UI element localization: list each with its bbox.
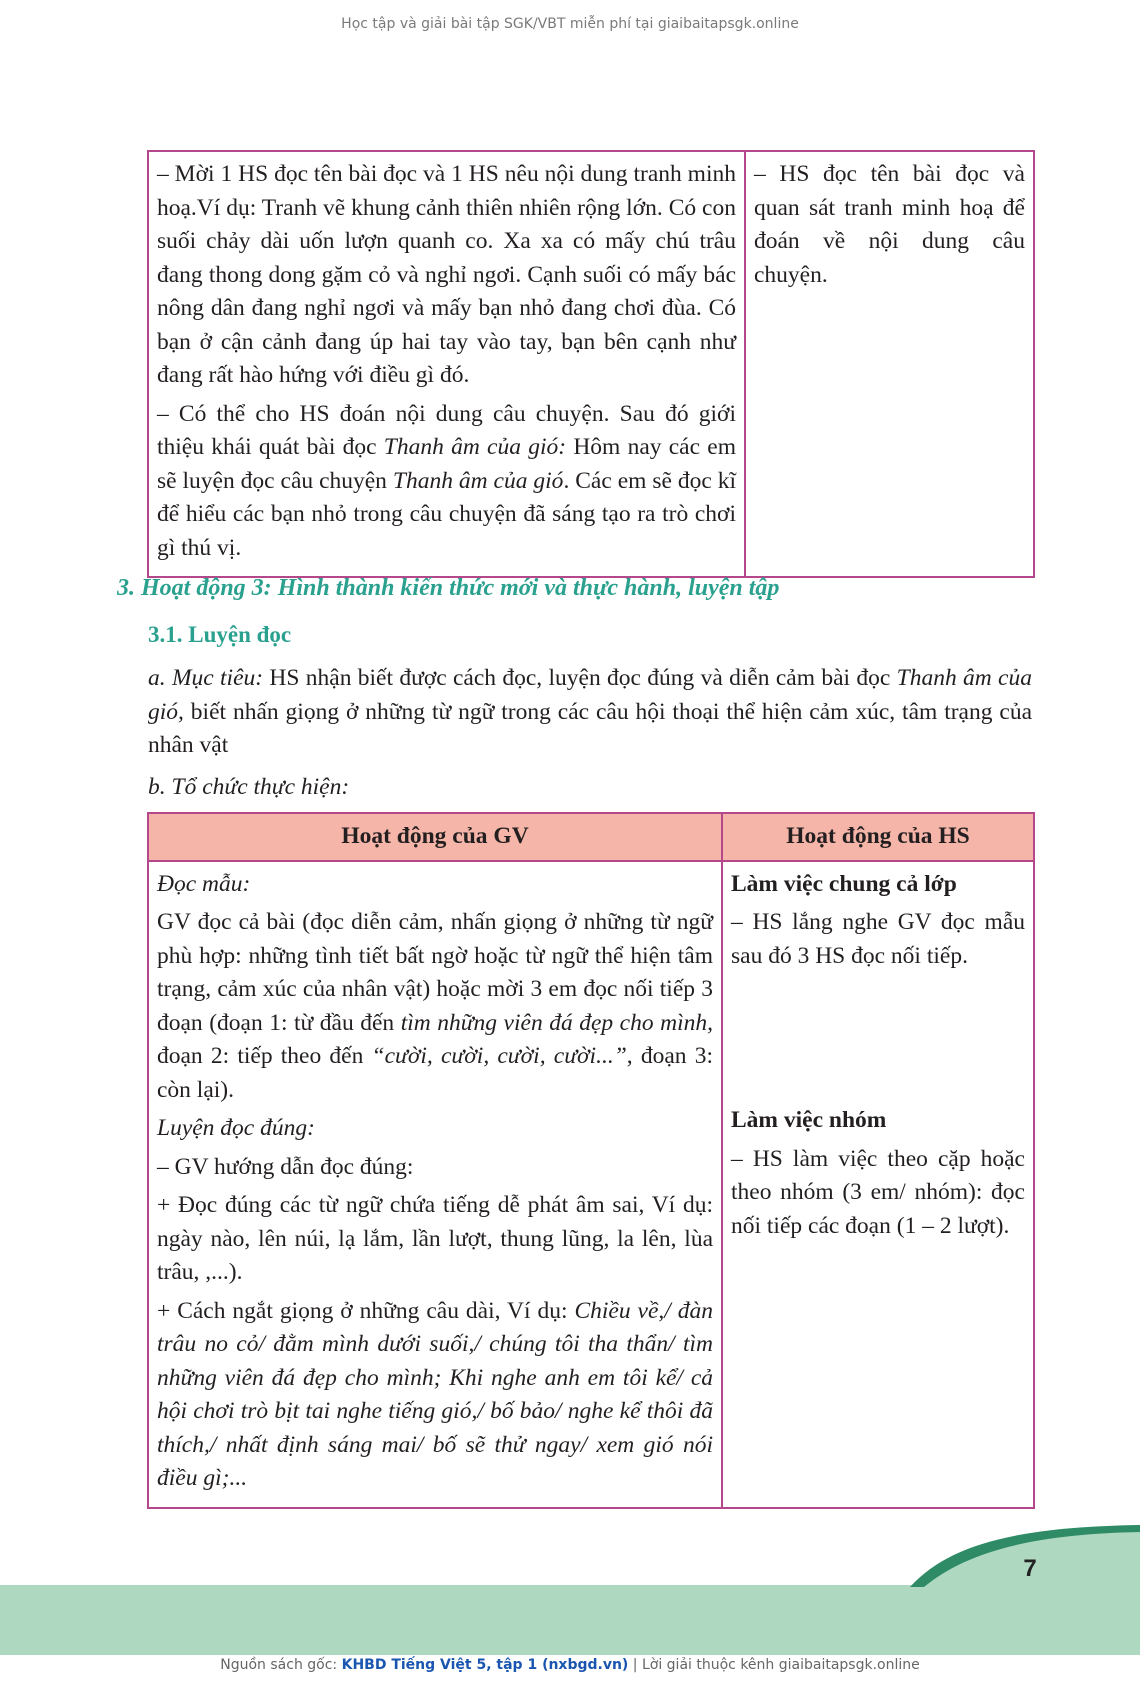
gv-activity-cell [148, 861, 722, 1508]
footer-prefix: Nguồn sách gốc: [220, 1657, 342, 1673]
doc-mau-label: Đọc mẫu: [157, 870, 251, 897]
activity-table-2 [147, 812, 1035, 1509]
gv-paragraph-4 [157, 1295, 713, 1496]
quote: “cười, cười, cười, cười...” [371, 1043, 627, 1069]
footer-band [0, 1585, 1140, 1655]
column-header-hs: Hoạt động của HS [722, 813, 1034, 861]
story-title: Thanh âm của gió: [383, 434, 567, 460]
story-title: Thanh âm của gió, [148, 665, 1032, 725]
quote: tìm những viên đá đẹp cho mình, [400, 1009, 713, 1036]
hs-activity-cell [722, 861, 1034, 1508]
activity-table-1 [147, 150, 1035, 578]
text: + Cách ngắt giọng ở những câu dài, Ví dụ: [157, 1297, 575, 1324]
text: HS nhận biết được cách đọc, luyện đọc đúng và diễn cảm bài đọc [263, 665, 897, 691]
gv-paragraph-1: – Mời 1 HS đọc tên bài đọc và 1 HS nêu nội dung tranh minh hoạ.Ví dụ: Tranh vẽ khung cảnh thiên nhiên rộng lớn. Có con suối chảy dài uốn lượn quanh co. Xa xa có mấy chú trâu đang thong dong gặm cỏ và nghỉ ngơi. Cạnh suối có mấy bác nông dân đang nghỉ ngơi và mấy bạn nhỏ đang chơi đùa. Có bạn ở cận cảnh đang úp hai tay vào tay, bạn bên cạnh như đang rất hào hứng với điều gì đó. [157, 161, 736, 388]
text: đoạn 2: tiếp theo đến [157, 1043, 372, 1069]
gv-paragraph-2: – GV hướng dẫn đọc đúng: [157, 1153, 414, 1180]
footer-separator: | [628, 1657, 642, 1673]
text: GV đọc cả bài (đọc diễn cảm, nhấn giọng ở những từ ngữ phù hợp: những tình tiết bất ngờ hoặc từ ngữ thể hiện tâm trạng, cảm xúc của nhân vật) hoặc mời 3 em đọc nối tiếp 3 đoạn (đoạn 1: từ đầu đến [157, 909, 713, 1036]
text: Hôm nay các em sẽ luyện đọc câu chuyện [157, 434, 736, 494]
page-number: 7 [1023, 1555, 1037, 1582]
sub-heading: 3.1. Luyện đọc [148, 622, 292, 647]
text: biết nhấn giọng ở những từ ngữ trong các câu hội thoại thể hiện cảm xúc, tâm trạng của nhân vật [148, 698, 1032, 758]
column-header-gv: Hoạt động của GV [148, 813, 722, 861]
example-text: Chiều về,/ đàn trâu no cỏ/ đằm mình dưới suối,/ chúng tôi tha thẩn/ tìm những viên đá đẹp cho mình; Khi nghe anh em tôi kể/ cả hội chơi trò bịt tai nghe tiếng gió,/ bố bảo/ nghe kể thôi đã thích,/ nhất định sáng mai/ bố sẽ thử ngay/ xem gió nói điều gì;... [157, 1297, 713, 1491]
gv-paragraph-1 [157, 906, 713, 1107]
text: , đoạn 3: còn lại). [157, 1043, 713, 1103]
hs-paragraph-1: – HS lắng nghe GV đọc mẫu sau đó 3 HS đọc nối tiếp. [731, 909, 1025, 969]
luyen-doc-label: Luyện đọc đúng: [157, 1115, 315, 1141]
story-title: Thanh âm của gió [392, 467, 564, 494]
header-banner: Học tập và giải bài tập SGK/VBT miễn phí tại giaibaitapsgk.online [341, 16, 799, 32]
source-book-link[interactable]: KHBD Tiếng Việt 5, tập 1 (nxbgd.vn) [341, 1657, 629, 1673]
organization-label: b. Tổ chức thực hiện: [148, 774, 350, 800]
footer-source [0, 1657, 1140, 1673]
footer-suffix: Lời giải thuộc kênh giaibaitapsgk.online [641, 1657, 920, 1673]
hs-activity-cell [745, 151, 1034, 577]
section-heading: 3. Hoạt động 3: Hình thành kiến thức mới và thực hành, luyện tập [117, 575, 780, 601]
hs-heading-1: Làm việc chung cả lớp [731, 870, 957, 897]
gv-paragraph-2 [157, 398, 736, 566]
text: – Có thể cho HS đoán nội dung câu chuyện. Sau đó giới thiệu khái quát bài đọc [157, 400, 736, 460]
hs-heading-2: Làm việc nhóm [731, 1107, 887, 1133]
objective-paragraph [148, 662, 1032, 763]
objective-label: a. Mục tiêu: [148, 665, 264, 691]
hs-paragraph-2: – HS làm việc theo cặp hoặc theo nhóm (3 em/ nhóm): đọc nối tiếp các đoạn (1 – 2 lượt). [731, 1145, 1025, 1239]
hs-paragraph: – HS đọc tên bài đọc và quan sát tranh minh hoạ để đoán về nội dung câu chuyện. [754, 161, 1025, 288]
gv-activity-cell [148, 151, 745, 577]
gv-paragraph-3: + Đọc đúng các từ ngữ chứa tiếng dễ phát âm sai, Ví dụ: ngày nào, lên núi, lạ lắm, lần lượt, thung lũng, la lên, lùa trâu, ,...). [157, 1192, 713, 1285]
text: . Các em sẽ đọc kĩ để hiểu các bạn nhỏ trong câu chuyện đã sáng tạo ra trò chơi gì thú vị. [157, 467, 737, 561]
